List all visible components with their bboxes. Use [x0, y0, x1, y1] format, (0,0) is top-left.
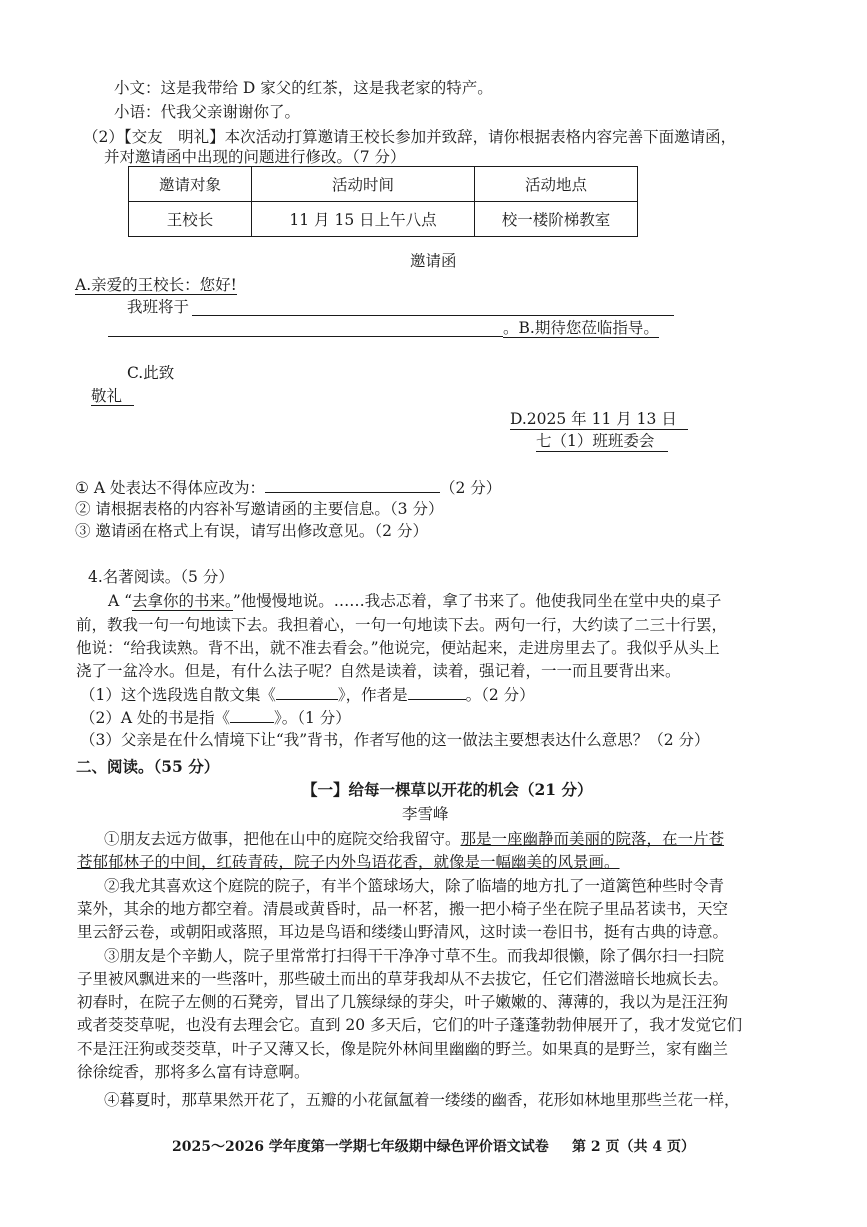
passage-line: 初春时，在院子左侧的石凳旁，冒出了几簇绿绿的芽尖，叶子嫩嫩的、薄薄的，我以为是汪汪狗	[77, 993, 729, 1011]
letter-part-d: D.2025 年 11 月 13 日	[510, 410, 677, 428]
footer-exam-title: 2025～2026 学年度第一学期七年级期中绿色评价语文试卷	[172, 1139, 549, 1155]
letter-part-a	[75, 274, 237, 296]
question-2-prompt-cont: 并对邀请函中出现的问题进行修改。（7 分）	[104, 148, 406, 166]
excerpt-line: 他说：“给我读熟。背不出，就不准去看会。”他说完，便站起来，走进房里去了。我似乎从头上	[76, 639, 720, 657]
passage-line: 不是汪汪狗或茭茭草，叶子又薄又长，像是院外林间里幽幽的野兰。如果真的是野兰，家有幽兰	[77, 1040, 729, 1058]
letter-title: 邀请函	[410, 252, 457, 270]
passage-line: ②我尤其喜欢这个庭院的院子，有半个篮球场大，除了临墙的地方扎了一道篱笆种些时令青	[104, 877, 725, 895]
letter-body-start: 我班将于	[127, 298, 190, 316]
subq-text: 》，作者是	[337, 686, 408, 704]
passage-underlined-text: 那是一座幽静而美丽的院落，在一片苍	[460, 830, 725, 848]
passage-text: ①朋友去远方做事，把他在山中的庭院交给我留守。	[104, 830, 461, 848]
table-row	[129, 202, 638, 237]
letter-blank-line-1	[192, 315, 674, 316]
answer-blank[interactable]	[276, 683, 338, 700]
passage-line: 里云舒云卷，或朝阳或落照，耳边是鸟语和缕缕山野清风，这时读一卷旧书，挺有古典的诗意。	[77, 923, 729, 941]
subquestion-1	[75, 476, 501, 499]
question-2-prompt: （2）【交友 明礼】本次活动打算邀请王校长参加并致辞，请你根据表格内容完善下面邀请函，	[83, 128, 737, 146]
reading4-subquestion-2	[80, 706, 351, 729]
letter-salute-text: 敬礼	[91, 387, 134, 406]
table-header-cell: 活动时间	[252, 167, 475, 202]
reading4-subquestion-3: （3）父亲是在什么情境下让“我”背书，作者写他的这一做法主要想表达什么意思？（2 分）	[80, 731, 710, 749]
passage-line: ③朋友是个辛勤人，院子里常常打扫得干干净净寸草不生。而我却很懒，除了偶尔扫一扫院	[104, 947, 725, 965]
excerpt-line: 浇了一盆冷水。但是，有什么法子呢？自然是读着，读着，强记着，一一而且要背出来。	[76, 662, 681, 680]
subq-score: 》。（1 分）	[273, 709, 351, 727]
answer-blank[interactable]	[408, 683, 466, 700]
subq-text: （1）这个选段选自散文集《	[80, 686, 276, 704]
letter-signer-underline	[536, 451, 668, 452]
letter-part-b	[503, 317, 659, 339]
table-cell: 校一楼阶梯教室	[475, 202, 638, 237]
subquestion-1-text: ① A 处表达不得体应改为：	[75, 479, 265, 497]
subquestion-3: ③ 邀请函在格式上有误，请写出修改意见。（2 分）	[75, 522, 428, 540]
excerpt-quote-underlined: 去拿你的书来。	[132, 592, 233, 610]
passage-author: 李雪峰	[402, 805, 449, 823]
excerpt-text: ”他慢慢地说。……我忐忑着，拿了书来了。他使我同坐在堂中央的桌子	[232, 592, 722, 610]
table-header-cell: 活动地点	[475, 167, 638, 202]
letter-salutation: A.亲爱的王校长：您好!	[75, 276, 237, 294]
passage-line: 菜外，其余的地方都空着。清晨或黄昏时，品一杯茗，搬一把小椅子坐在院子里品茗读书，天空	[77, 900, 729, 918]
table-header-row	[129, 167, 638, 202]
excerpt-label: A “	[108, 592, 133, 610]
table-header-cell: 邀请对象	[129, 167, 252, 202]
table-cell: 11 月 15 日上午八点	[252, 202, 475, 237]
reading4-subquestion-1	[80, 683, 535, 706]
letter-part-c: C.此致	[127, 364, 175, 382]
passage-line: 子里被风飘进来的一些落叶，那些破土而出的草芽我却从不去拔它，任它们潜滋暗长地疯长去。	[77, 970, 729, 988]
letter-salute	[91, 385, 134, 407]
answer-blank[interactable]	[265, 476, 440, 493]
passage-underlined-line: 苍郁郁林子的中间，红砖青砖，院子内外鸟语花香，就像是一幅幽美的风景画。	[77, 853, 620, 871]
invitation-info-table	[128, 166, 638, 237]
passage-line: ④暮夏时，那草果然开花了，五瓣的小花氤氲着一缕缕的幽香，花形如林地里那些兰花一样，	[104, 1091, 740, 1109]
excerpt-line: 前，教我一句一句地读下去。我担着心，一句一句地读下去。两句一行，大约读了二三十行罢，	[76, 616, 728, 634]
excerpt-line	[108, 590, 721, 612]
question-4-heading: 4.名著阅读。（5 分）	[88, 568, 234, 586]
passage-title: 【一】给每一棵草以开花的机会（21 分）	[302, 780, 593, 799]
answer-blank[interactable]	[230, 706, 274, 723]
footer-page-number: 第 2 页（共 4 页）	[572, 1139, 695, 1155]
passage-line: 徐徐绽香，那将多么富有诗意啊。	[77, 1063, 310, 1081]
letter-closing-line: 。B.期待您莅临指导。	[503, 319, 659, 337]
table-cell: 王校长	[129, 202, 252, 237]
section-2-heading: 二、阅读。（55 分）	[76, 757, 220, 776]
letter-signer: 七（1）班班委会	[536, 432, 655, 450]
subq-text: （2）A 处的书是指《	[80, 709, 230, 727]
subq-score: 。（2 分）	[465, 686, 535, 704]
passage-line: 或者茭茭草呢，也没有去理会它。直到 20 多天后，它们的叶子蓬蓬勃勃伸展开了，我才发觉它们	[77, 1016, 743, 1034]
subquestion-1-score: （2 分）	[439, 479, 502, 497]
letter-blank-line-2	[108, 336, 503, 337]
dialogue-line-xiaowen: 小文：这是我带给 D 家父的红茶，这是我老家的特产。	[114, 79, 493, 97]
subquestion-2: ② 请根据表格的内容补写邀请函的主要信息。（3 分）	[75, 500, 444, 518]
passage-line	[104, 828, 724, 850]
dialogue-line-xiaoyu: 小语：代我父亲谢谢你了。	[114, 103, 301, 121]
